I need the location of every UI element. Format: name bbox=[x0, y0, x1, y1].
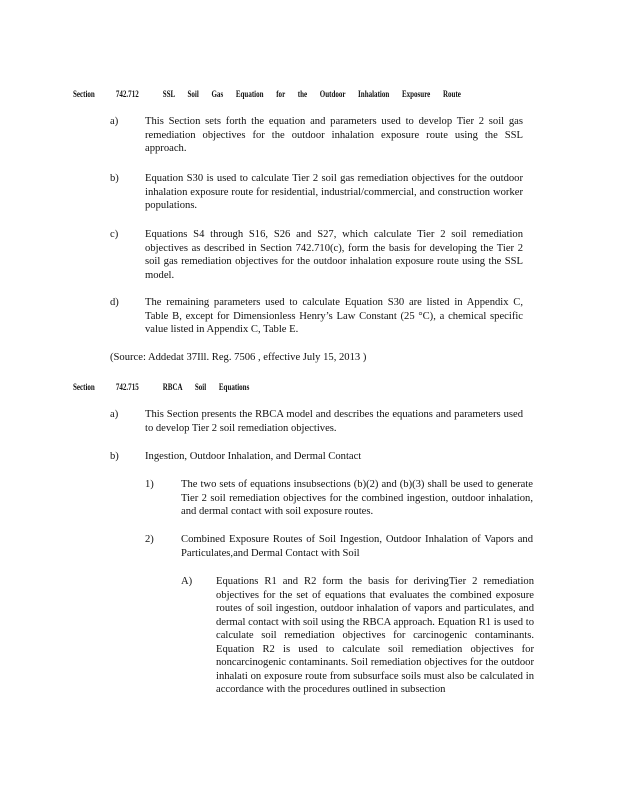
section-title: SSL Soil Gas Equation for the Outdoor Inhalation Exposure Route bbox=[162, 89, 461, 99]
section-number: 742.712 bbox=[115, 89, 139, 99]
paragraph-label: A) bbox=[181, 576, 193, 587]
paragraph-text: Combined Exposure Routes of Soil Ingestion, Outdoor Inhalation of Vapors and Particulates,and Dermal Contact with Soil bbox=[181, 534, 533, 559]
paragraph-label: 1) bbox=[145, 479, 154, 490]
paragraph-text: The two sets of equations insubsections (b)(2) and (b)(3) shall be used to generate Tier 2 soil remediation objectives for the combined ingestion, outdoor inhalation, and dermal contact with soil exposure routes. bbox=[181, 479, 533, 517]
section-word: Section bbox=[73, 382, 95, 392]
paragraph-text: The remaining parameters used to calculate Equation S30 are listed in Appendix C, Table B, except for Dimensionless Henry’s Law Constant (25 °C), a chemical specific value listed in Appendix C, Table E. bbox=[145, 297, 523, 335]
paragraph-label: a) bbox=[110, 409, 119, 420]
section-word: Section bbox=[73, 89, 95, 99]
paragraph-text: This Section presents the RBCA model and describes the equations and parameters used to develop Tier 2 soil remediation objectives. bbox=[145, 409, 523, 434]
paragraph-label: c) bbox=[110, 229, 119, 240]
paragraph-label: d) bbox=[110, 297, 119, 308]
section-title: RBCA Soil Equations bbox=[162, 382, 250, 392]
paragraph-text: Equations R1 and R2 form the basis for derivingTier 2 remediation objectives for the set of equations that evaluates the combined exposure routes of soil ingestion, outdoor inhalation of vapors and particulates, and dermal contact with soil using the RBCA approach. Equation R1 is used to calculate soil remediation objectives for carcinogenic contaminants. Equation R2 is used to calculate soil remediation objectives for noncarcinogenic contaminants. Soil remediation objectives for the outdoor inhalati on exposure route from subsurface soils must also be calculated in accordance with the procedures outlined in subsection bbox=[216, 576, 534, 695]
paragraph-text: Equation S30 is used to calculate Tier 2 soil gas remediation objectives for the outdoor inhalation exposure route for residential, industrial/commercial, and construction worker populations. bbox=[145, 173, 523, 211]
paragraph-label: b) bbox=[110, 451, 119, 462]
paragraph-label: b) bbox=[110, 173, 119, 184]
source-note: (Source: Addedat 37Ill. Reg. 7506 , effective July 15, 2013 ) bbox=[110, 352, 367, 363]
paragraph-text: Ingestion, Outdoor Inhalation, and Dermal Contact bbox=[145, 451, 362, 462]
section-heading-742-715 bbox=[73, 382, 249, 392]
paragraph-text: This Section sets forth the equation and parameters used to develop Tier 2 soil gas remediation objectives for the outdoor inhalation exposure route using the SSL approach. bbox=[145, 116, 523, 154]
section-number: 742.715 bbox=[115, 382, 139, 392]
paragraph-label: a) bbox=[110, 116, 119, 127]
section-heading-742-712 bbox=[73, 89, 461, 99]
paragraph-text: Equations S4 through S16, S26 and S27, which calculate Tier 2 soil remediation objectives as described in Section 742.710(c), form the basis for developing the Tier 2 soil gas remediation objectives for the outdoor inhalation exposure route using the SSL model. bbox=[145, 229, 523, 281]
paragraph-label: 2) bbox=[145, 534, 154, 545]
